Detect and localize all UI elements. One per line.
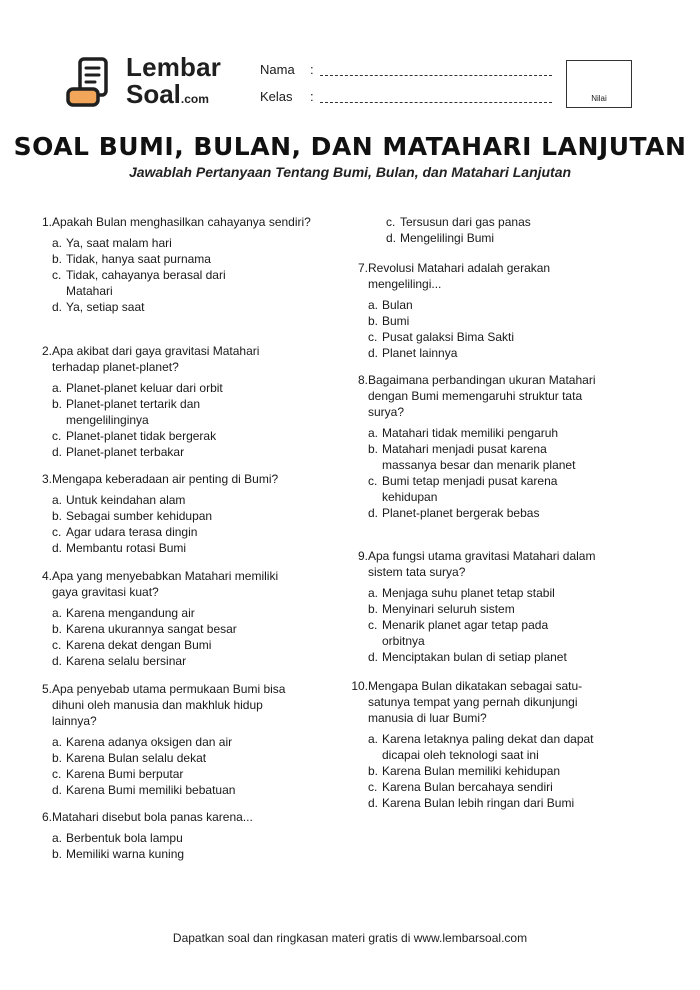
question-text: Bagaimana perbandingan ukuran Matahari dengan Bumi memengaruhi struktur tata surya? (368, 373, 596, 419)
class-line[interactable] (320, 102, 552, 103)
option-b: b. Planet-planet tertarik dan mengelilinginya (52, 397, 201, 427)
name-line[interactable] (320, 75, 552, 76)
question-text: Apa penyebab utama permukaan Bumi bisa dihuni oleh manusia dan makhluk hidup lainnya? (52, 682, 286, 728)
question-2 (34, 343, 330, 460)
page-title: SOAL BUMI, BULAN, DAN MATAHARI LANJUTAN (13, 132, 687, 161)
page-subtitle: Jawablah Pertanyaan Tentang Bumi, Bulan, dan Matahari Lanjutan (128, 164, 572, 180)
option-c: c. Karena Bumi berputar (52, 767, 184, 781)
score-label: Nilai (591, 94, 607, 103)
question-text: Matahari disebut bola panas karena... (52, 810, 253, 824)
question-text: Apakah Bulan menghasilkan cahayanya sendiri? (52, 215, 311, 229)
question-text: Apa fungsi utama gravitasi Matahari dalam sistem tata surya? (368, 549, 596, 579)
option-c: c. Pusat galaksi Bima Sakti (368, 330, 515, 344)
question-4 (34, 568, 330, 669)
logo-line1: Lembar (126, 52, 222, 82)
option-c: c. Bumi tetap menjadi pusat karena kehidupan (368, 474, 558, 504)
option-c: c. Menarik planet agar tetap pada orbitnya (368, 618, 549, 648)
question-text: Apa akibat dari gaya gravitasi Matahari terhadap planet-planet? (52, 344, 260, 374)
question-3 (34, 471, 330, 556)
class-label: Kelas (260, 89, 293, 104)
option-a: a. Karena adanya oksigen dan air (52, 735, 233, 749)
option-a: a. Planet-planet keluar dari orbit (52, 381, 223, 395)
option-a: a. Bulan (368, 298, 413, 312)
option-c: c. Karena dekat dengan Bumi (52, 638, 212, 652)
option-d: d. Karena Bulan lebih ringan dari Bumi (368, 796, 575, 810)
option-b: b. Sebagai sumber kehidupan (52, 509, 213, 523)
option-d: d. Karena selalu bersinar (52, 654, 187, 668)
question-text: Mengapa keberadaan air penting di Bumi? (52, 472, 279, 486)
option-b: b. Matahari menjadi pusat karena massanya besar dan menarik planet (368, 442, 576, 472)
question-8 (350, 372, 646, 521)
option-c: c. Agar udara terasa dingin (52, 525, 198, 539)
logo-suffix: .com (180, 92, 209, 106)
option-d: d. Planet-planet terbakar (52, 445, 185, 459)
option-d: d. Planet lainnya (368, 346, 458, 360)
option-b: b. Karena Bulan memiliki kehidupan (368, 764, 561, 778)
option-a: a. Matahari tidak memiliki pengaruh (368, 426, 559, 440)
option-b: b. Memiliki warna kuning (52, 847, 185, 861)
question-number: 9. (357, 549, 368, 563)
logo (66, 54, 226, 110)
question-9 (350, 548, 646, 665)
option-d: d. Membantu rotasi Bumi (52, 541, 187, 555)
option-a: a. Berbentuk bola lampu (52, 831, 183, 845)
option-c: c. Planet-planet tidak bergerak (52, 429, 217, 443)
option-a: a. Ya, saat malam hari (52, 236, 172, 250)
option-b: b. Menyinari seluruh sistem (368, 602, 515, 616)
option-b: b. Tidak, hanya saat purnama (52, 252, 211, 266)
name-colon: : (310, 62, 314, 77)
option-a: a. Menjaga suhu planet tetap stabil (368, 586, 555, 600)
option-d: d. Planet-planet bergerak bebas (368, 506, 540, 520)
footer-text: Dapatkan soal dan ringkasan materi gratis di www.lembarsoal.com (172, 931, 528, 945)
question-10 (350, 678, 646, 811)
question-6 (34, 809, 330, 862)
question-number: 1. (41, 215, 52, 229)
option-a: a. Karena letaknya paling dekat dan dapat dicapai oleh teknologi saat ini (368, 732, 594, 762)
question-1 (34, 214, 330, 315)
logo-line2: Soal (126, 79, 181, 109)
question-7 (350, 260, 646, 361)
option-a: a. Karena mengandung air (52, 606, 195, 620)
score-box[interactable] (566, 60, 632, 108)
question-number: 6. (41, 810, 52, 824)
name-label: Nama (260, 62, 295, 77)
question-number: 3. (41, 472, 52, 486)
option-b: b. Karena Bulan selalu dekat (52, 751, 207, 765)
class-colon: : (310, 89, 314, 104)
document-logo-icon (66, 56, 118, 108)
question-text: Revolusi Matahari adalah gerakan mengelilingi... (368, 261, 551, 291)
question-number: 10. (351, 679, 368, 693)
option-b: b. Bumi (368, 314, 410, 328)
option-a: a. Untuk keindahan alam (52, 493, 186, 507)
question-number: 7. (357, 261, 368, 275)
question-number: 4. (41, 569, 52, 583)
option-d: d. Karena Bumi memiliki bebatuan (52, 783, 236, 797)
option-c: c. Tidak, cahayanya berasal dari Matahari (52, 268, 226, 298)
question-number: 5. (41, 682, 52, 696)
option-b: b. Karena ukurannya sangat besar (52, 622, 237, 636)
question-number: 2. (41, 344, 52, 358)
option-c: c. Tersusun dari gas panas (386, 215, 531, 229)
option-c: c. Karena Bulan bercahaya sendiri (368, 780, 553, 794)
question-number: 8. (357, 373, 368, 387)
option-d: d. Menciptakan bulan di setiap planet (368, 650, 567, 664)
question-text: Mengapa Bulan dikatakan sebagai satu-satunya tempat yang pernah dikunjungi manusia di luar Bumi? (368, 679, 583, 725)
question-6-continued (368, 214, 664, 246)
option-d: d. Mengelilingi Bumi (386, 231, 495, 245)
question-5 (34, 681, 330, 798)
option-d: d. Ya, setiap saat (52, 300, 145, 314)
question-text: Apa yang menyebabkan Matahari memiliki gaya gravitasi kuat? (52, 569, 279, 599)
